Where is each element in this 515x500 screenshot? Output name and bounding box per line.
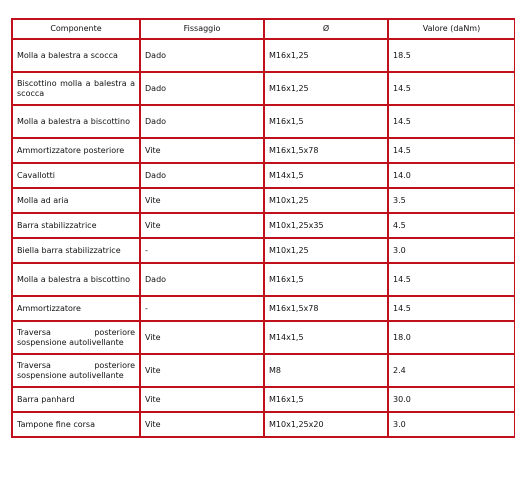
cell-valore: 14.0 <box>388 163 515 188</box>
cell-componente: Ammortizzatore posteriore <box>12 138 140 163</box>
table-row <box>12 412 515 437</box>
cell-diametro: M10x1,25 <box>264 188 388 213</box>
table-row <box>12 354 515 387</box>
cell-diametro: M10x1,25x35 <box>264 213 388 238</box>
cell-diametro: M8 <box>264 354 388 387</box>
table-row <box>12 387 515 412</box>
cell-componente: Traversa posteriore sospensione autolivellante <box>12 354 140 387</box>
cell-valore: 3.5 <box>388 188 515 213</box>
cell-diametro: M16x1,5 <box>264 263 388 296</box>
cell-diametro: M16x1,5 <box>264 105 388 138</box>
table-row <box>12 188 515 213</box>
cell-fissaggio: - <box>140 296 264 321</box>
cell-componente: Biella barra stabilizzatrice <box>12 238 140 263</box>
table-row <box>12 163 515 188</box>
cell-diametro: M16x1,25 <box>264 72 388 105</box>
cell-fissaggio: Dado <box>140 39 264 72</box>
cell-fissaggio: Vite <box>140 188 264 213</box>
cell-fissaggio: Dado <box>140 263 264 296</box>
header-valore: Valore (daNm) <box>388 19 515 39</box>
cell-valore: 18.5 <box>388 39 515 72</box>
cell-valore: 14.5 <box>388 296 515 321</box>
cell-diametro: M14x1,5 <box>264 163 388 188</box>
cell-valore: 14.5 <box>388 72 515 105</box>
table-header-row <box>12 19 515 39</box>
torque-table <box>11 18 515 438</box>
cell-componente: Tampone fine corsa <box>12 412 140 437</box>
cell-fissaggio: Dado <box>140 163 264 188</box>
cell-fissaggio: Vite <box>140 213 264 238</box>
cell-fissaggio: - <box>140 238 264 263</box>
table-row <box>12 39 515 72</box>
cell-valore: 3.0 <box>388 412 515 437</box>
cell-fissaggio: Vite <box>140 138 264 163</box>
cell-valore: 18.0 <box>388 321 515 354</box>
table-row <box>12 321 515 354</box>
cell-valore: 3.0 <box>388 238 515 263</box>
cell-componente: Traversa posteriore sospensione autolivellante <box>12 321 140 354</box>
torque-table-container <box>11 18 514 438</box>
table-row <box>12 138 515 163</box>
cell-diametro: M10x1,25x20 <box>264 412 388 437</box>
cell-fissaggio: Dado <box>140 72 264 105</box>
cell-fissaggio: Vite <box>140 387 264 412</box>
cell-valore: 4.5 <box>388 213 515 238</box>
cell-componente: Molla ad aria <box>12 188 140 213</box>
cell-componente: Barra panhard <box>12 387 140 412</box>
cell-componente: Ammortizzatore <box>12 296 140 321</box>
header-componente: Componente <box>12 19 140 39</box>
cell-fissaggio: Dado <box>140 105 264 138</box>
cell-valore: 14.5 <box>388 105 515 138</box>
cell-fissaggio: Vite <box>140 321 264 354</box>
cell-componente: Molla a balestra a biscottino <box>12 105 140 138</box>
table-row <box>12 263 515 296</box>
table-row <box>12 213 515 238</box>
cell-valore: 30.0 <box>388 387 515 412</box>
cell-diametro: M16x1,5x78 <box>264 138 388 163</box>
table-row <box>12 296 515 321</box>
table-row <box>12 238 515 263</box>
cell-fissaggio: Vite <box>140 412 264 437</box>
header-diametro: Ø <box>264 19 388 39</box>
cell-valore: 14.5 <box>388 263 515 296</box>
cell-componente: Biscottino molla a balestra a scocca <box>12 72 140 105</box>
cell-diametro: M14x1,5 <box>264 321 388 354</box>
cell-valore: 2.4 <box>388 354 515 387</box>
table-row <box>12 105 515 138</box>
cell-diametro: M16x1,5x78 <box>264 296 388 321</box>
cell-valore: 14.5 <box>388 138 515 163</box>
cell-diametro: M16x1,25 <box>264 39 388 72</box>
cell-componente: Molla a balestra a biscottino <box>12 263 140 296</box>
cell-diametro: M16x1,5 <box>264 387 388 412</box>
cell-componente: Barra stabilizzatrice <box>12 213 140 238</box>
cell-diametro: M10x1,25 <box>264 238 388 263</box>
cell-fissaggio: Vite <box>140 354 264 387</box>
table-row <box>12 72 515 105</box>
header-fissaggio: Fissaggio <box>140 19 264 39</box>
cell-componente: Molla a balestra a scocca <box>12 39 140 72</box>
cell-componente: Cavallotti <box>12 163 140 188</box>
